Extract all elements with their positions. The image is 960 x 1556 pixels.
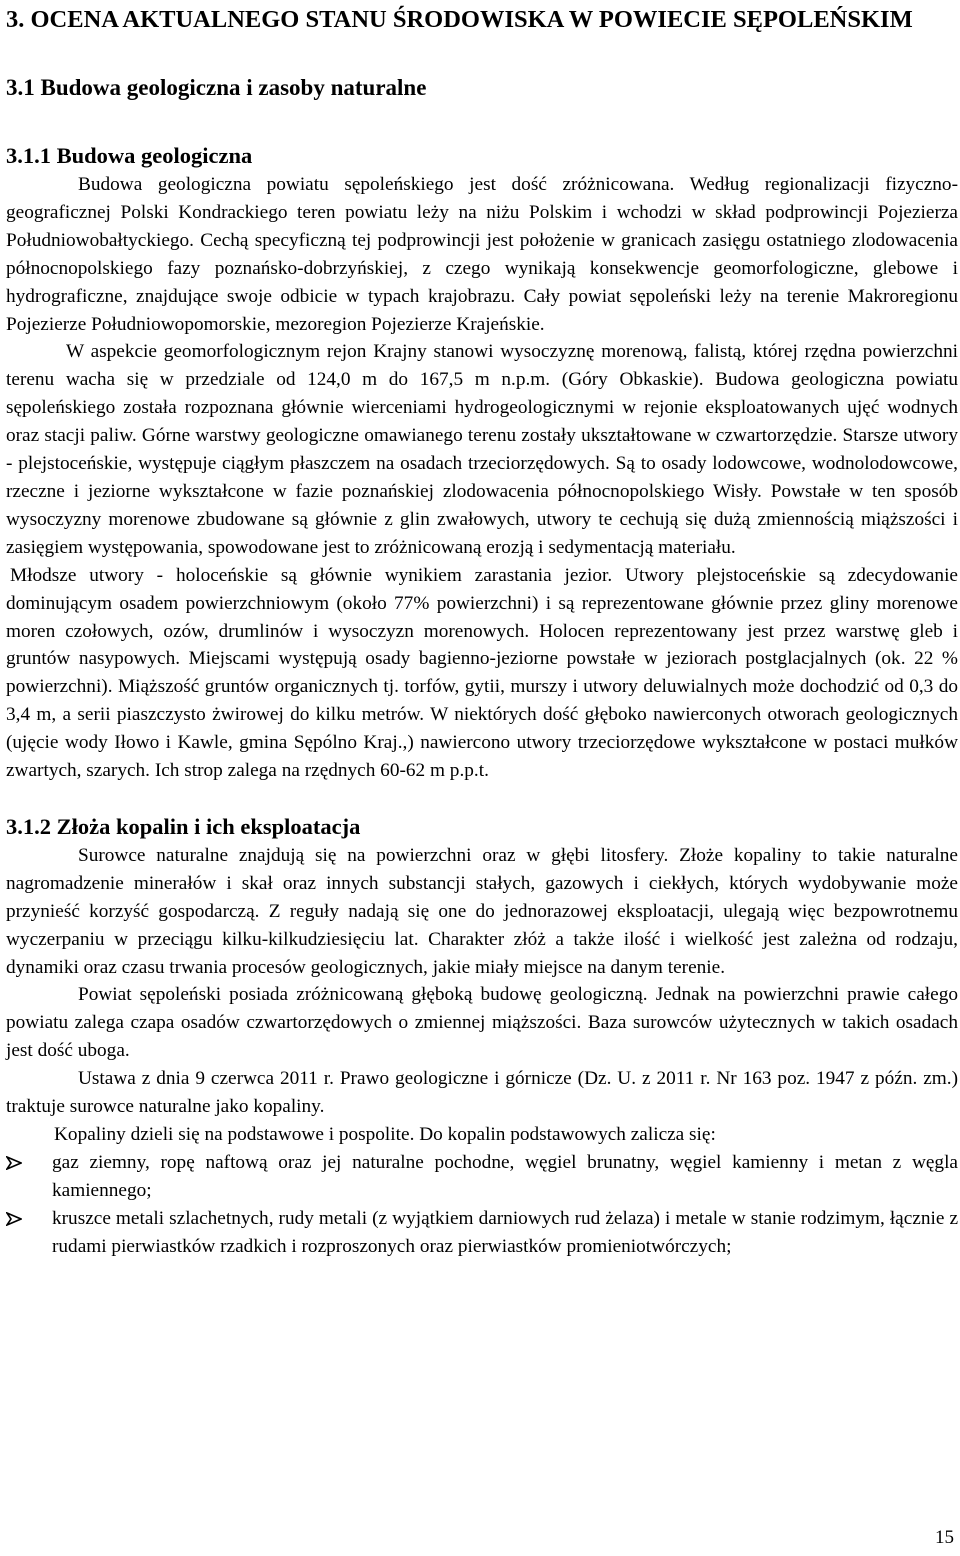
bullet-list [6,1149,958,1261]
paragraph: W aspekcie geomorfologicznym rejon Krajny stanowi wysoczyznę morenową, falistą, której rzędna powierzchni terenu wacha się w przedziale od 124,0 m do 167,5 m n.p.m. (Góry Obkaskie). Budowa geologiczna powiatu sępoleńskiego została rozpoznana głównie wierceniami hydrogeologicznymi w rejonie eksploatowanych ujęć wodnych oraz stacji paliw. Górne warstwy geologiczne omawianego terenu zostały ukształtowane w czwartorzędzie. Starsze utwory - plejstoceńskie, występuje ciągłym płaszczem na osadach trzeciorzędowych. Są to osady lodowcowe, wodnolodowcowe, rzeczne i jeziorne wykształcone w fazie poznańskiej zlodowacenia północnopolskiego Wisły. Powstałe w ten sposób wysoczyzny morenowe zbudowane są głównie z glin zwałowych, utwory te cechują się dużą zmiennością miąższości i zasięgiem występowania, spowodowane jest to zróżnicowaną erozją i sedymentacją materiału. [6,341,958,558]
list-item-text: kruszce metali szlachetnych, rudy metali (z wyjątkiem darniowych rud żelaza) i metale w stanie rodzimym, łącznie z rudami pierwiastków rzadkich i rozproszonych oraz pierwiastków promieniotwórczych; [52,1207,958,1257]
paragraph: Młodsze utwory - holoceńskie są głównie wynikiem zarastania jezior. Utwory plejstoceńskie są zdecydowanie dominującym osadem powierzchniowym (około 77% powierzchni) i są reprezentowane głównie przez gliny morenowe moren czołowych, ozów, drumlinów i wysoczyzn morenowych. Holocen reprezentowany jest przez warstwę gleb i gruntów nasypowych. Miejscami występują osady bagienno-jeziorne powstałe w jeziorach postglacjalnych (ok. 22 % powierzchni). Miąższość gruntów organicznych tj. torfów, gytii, murszy i utwory deluwialnych może dochodzić od 0,3 do 3,4 m, a serii piaszczysto żwirowej do kilku metrów. W niektórych dość głęboko nawierconych otworach geologicznych (ujęcie wody Iłowo i Kawle, gmina Sępólno Kraj.,) nawiercono utwory trzeciorzędowe wykształcone w postaci mułków zwartych, szarych. Ich strop zalega na rzędnych 60-62 m p.p.t. [6,564,958,782]
paragraph: Powiat sępoleński posiada zróżnicowaną głęboką budowę geologiczną. Jednak na powierzchni prawie całego powiatu zalega czapa osadów czwartorzędowych o zmiennej miąższości. Baza surowców użytecznych w takich osadach jest dość uboga. [6,984,958,1062]
chapter-title: 3. OCENA AKTUALNEGO STANU ŚRODOWISKA W POWIECIE SĘPOLEŃSKIM [6,6,913,33]
paragraph: Surowce naturalne znajdują się na powierzchni oraz w głębi litosfery. Złoże kopaliny to takie naturalne nagromadzenie minerałów i skał oraz innych substancji stałych, gazowych i ciekłych, których wydobywanie może przynieść korzyść gospodarczą. Z reguły nadają się one do jednorazowej eksploatacji, ulegają więc bezpowrotnemu wyczerpaniu w przeciągu kilku-kilkudziesięciu lat. Charakter złóż a także ilość i wielkość jest zależna od rodzaju, dynamiki oraz czasu trwania procesów geologicznych, jakie miały miejsce na danym terenie. [6,844,958,978]
subsection-title-deposits: 3.1.2 Złoża kopalin i ich eksploatacja [6,813,361,839]
list-item [6,1205,958,1261]
paragraph: Ustawa z dnia 9 czerwca 2011 r. Prawo geologiczne i górnicze (Dz. U. z 2011 r. Nr 163 poz. 1947 z późn. zm.) traktuje surowce naturalne jako kopaliny. [6,1068,958,1118]
page-number: 15 [935,1527,954,1548]
subsection-title-geology: 3.1.1 Budowa geologiczna [6,143,253,168]
arrow-bullet-icon [6,1212,22,1226]
list-item [6,1149,958,1205]
list-item-text: gaz ziemny, ropę naftową oraz jej naturalne pochodne, węgiel brunatny, węgiel kamienny i metan z węgla kamiennego; [52,1151,958,1201]
paragraph: Budowa geologiczna powiatu sępoleńskiego jest dość zróżnicowana. Według regionalizacji fizyczno-geograficznej Polski Kondrackiego teren powiatu leży na niżu Polskim i wchodzi w skład podprowincji Pojezierza Południowobałtyckiego. Cechą specyficzną tej podprowincji jest położenie w granicach zasięgu ostatniego zlodowacenia północnopolskiego fazy poznańsko-dobrzyńskiej, z czego wynikają konsekwencje geomorfologiczne, glebowe i hydrograficzne, znajdujące swoje odbicie w typach krajobrazu. Cały powiat sępoleński leży na terenie Makroregionu Pojezierze Południowopomorskie, mezoregion Pojezierze Krajeńskie. [6,174,958,335]
document-page [6,0,958,1261]
section-title: 3.1 Budowa geologiczna i zasoby naturalne [6,75,427,100]
arrow-bullet-icon [6,1156,22,1170]
paragraph: Kopaliny dzieli się na podstawowe i pospolite. Do kopalin podstawowych zalicza się: [54,1124,716,1145]
